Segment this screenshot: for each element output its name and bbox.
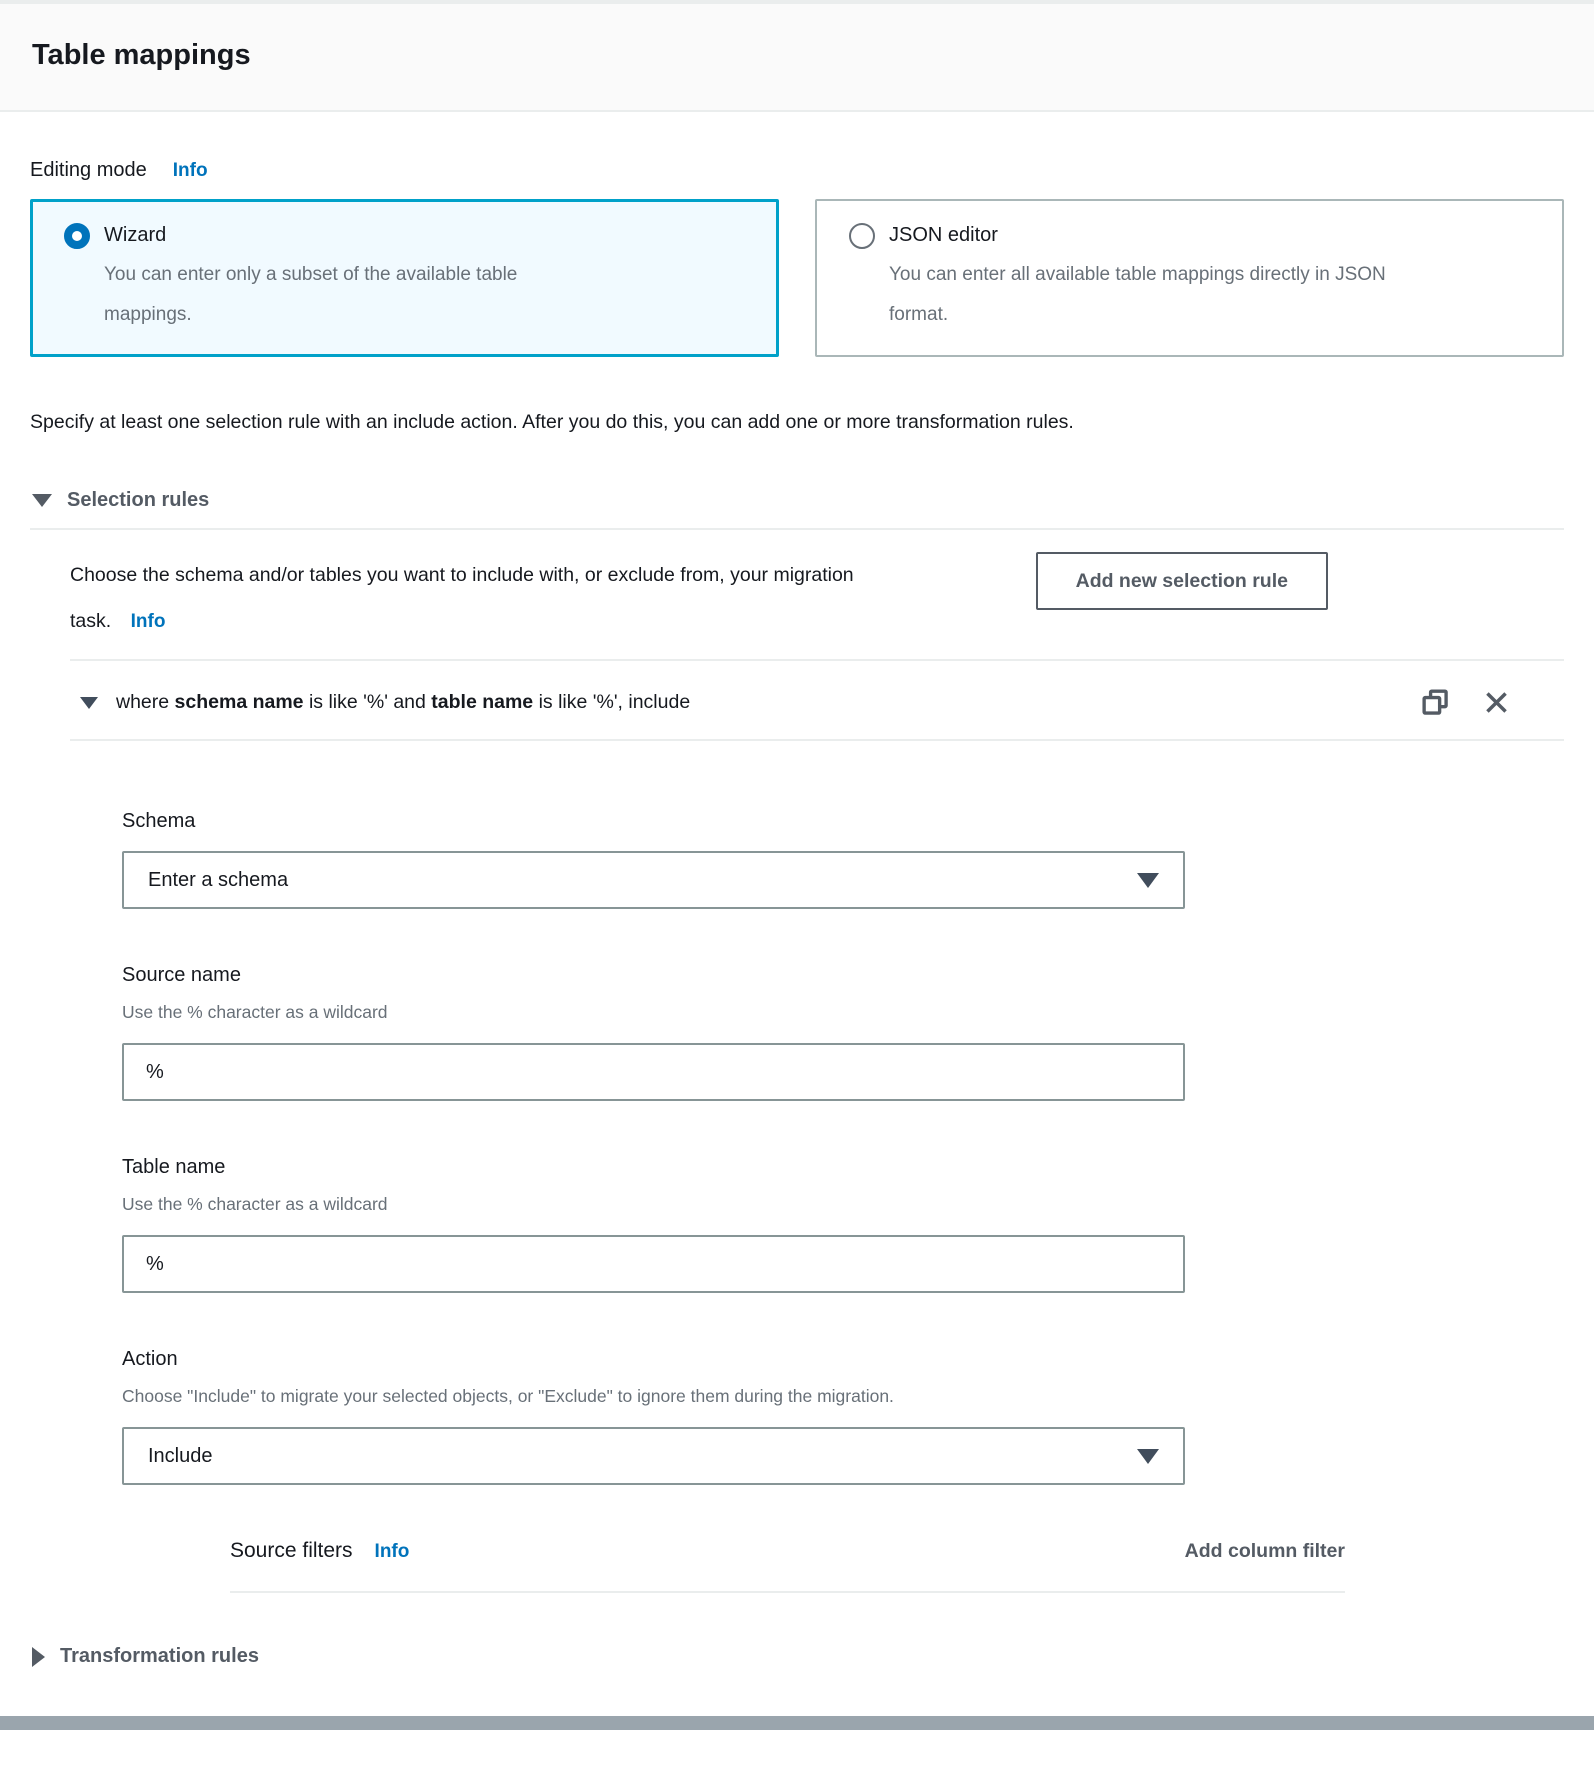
json-editor-option-description: You can enter all available table mappings directly in JSON format.	[889, 264, 1386, 325]
wizard-option-card[interactable]	[30, 199, 779, 357]
selection-rules-body	[70, 552, 1564, 1593]
source-filters-title: Source filters	[230, 1539, 353, 1562]
caret-down-icon	[80, 697, 98, 709]
rule-summary-table-field: table name	[431, 690, 534, 713]
bottom-panel-edge	[0, 1716, 1594, 1730]
action-select[interactable]	[122, 1427, 1185, 1485]
editing-mode-info-link[interactable]: Info	[172, 160, 208, 181]
selection-rules-title: Selection rules	[67, 489, 210, 511]
selection-rules-toolbar	[70, 552, 1564, 645]
action-hint: Choose "Include" to migrate your selected objects, or "Exclude" to ignore them during the migration.	[122, 1386, 894, 1406]
source-name-field-group	[122, 961, 1564, 1101]
json-editor-option-label: JSON editor	[889, 224, 998, 246]
rule-summary-middle: is like '%' and	[303, 690, 432, 713]
divider	[70, 659, 1564, 661]
rule-summary-schema-field: schema name	[174, 690, 304, 713]
editing-mode-row	[30, 156, 1564, 185]
schema-select[interactable]	[122, 851, 1185, 909]
selection-rule-summary[interactable]	[80, 691, 690, 714]
selection-rule-row	[70, 681, 1564, 723]
page-title: Table mappings	[32, 39, 251, 71]
divider	[230, 1591, 1345, 1593]
caret-right-icon	[32, 1647, 45, 1667]
source-filters-row	[230, 1539, 1345, 1563]
selection-rules-description-text: Choose the schema and/or tables you want to include with, or exclude from, your migration task.	[70, 564, 854, 632]
selection-rules-description	[70, 552, 870, 645]
source-name-label: Source name	[122, 964, 241, 986]
transformation-rules-title: Transformation rules	[60, 1645, 259, 1667]
rule-summary-prefix: where	[116, 690, 175, 713]
transformation-rules-header[interactable]	[30, 1645, 1564, 1668]
wizard-option-description: You can enter only a subset of the available table mappings.	[104, 264, 518, 325]
wizard-option-texts	[104, 221, 604, 335]
selection-rules-header[interactable]	[30, 489, 1564, 512]
action-field-group	[122, 1345, 1564, 1485]
selection-rule-form	[122, 807, 1564, 1593]
divider	[70, 739, 1564, 741]
table-name-input[interactable]	[122, 1235, 1185, 1293]
remove-rule-button[interactable]	[1481, 687, 1512, 718]
rule-summary-text	[116, 691, 690, 714]
source-name-hint: Use the % character as a wildcard	[122, 1002, 388, 1022]
add-column-filter-button[interactable]: Add column filter	[1184, 1540, 1345, 1562]
rule-actions	[1420, 687, 1512, 718]
caret-down-icon	[32, 494, 52, 507]
editing-mode-label: Editing mode	[30, 159, 147, 181]
editing-mode-options	[30, 199, 1564, 357]
radio-unselected-icon[interactable]	[849, 223, 875, 249]
radio-selected-icon[interactable]	[64, 223, 90, 249]
selection-rules-info-link[interactable]: Info	[130, 611, 166, 632]
add-selection-rule-button[interactable]: Add new selection rule	[1036, 552, 1328, 610]
panel-header	[0, 4, 1594, 112]
json-editor-option-card[interactable]	[815, 199, 1564, 357]
json-editor-option-texts	[889, 221, 1434, 335]
source-filters-info-link[interactable]: Info	[374, 1541, 410, 1562]
source-filters-heading	[230, 1539, 409, 1563]
table-name-field-group	[122, 1153, 1564, 1293]
schema-label: Schema	[122, 810, 196, 832]
source-name-input[interactable]	[122, 1043, 1185, 1101]
table-name-hint: Use the % character as a wildcard	[122, 1194, 388, 1214]
chevron-down-icon	[1137, 873, 1159, 888]
duplicate-rule-button[interactable]	[1420, 687, 1451, 718]
copy-icon	[1420, 687, 1451, 718]
divider	[30, 528, 1564, 530]
chevron-down-icon	[1137, 1449, 1159, 1464]
schema-field-group	[122, 807, 1564, 909]
action-select-value: Include	[148, 1444, 213, 1467]
table-mappings-panel	[0, 156, 1594, 1668]
intro-text: Specify at least one selection rule with an include action. After you do this, you can add one or more transformation rules.	[30, 411, 1074, 433]
source-filters-section	[230, 1539, 1345, 1593]
rule-summary-suffix: is like '%', include	[533, 690, 691, 713]
table-name-label: Table name	[122, 1156, 226, 1178]
close-icon	[1481, 687, 1512, 718]
wizard-option-label: Wizard	[104, 224, 167, 246]
schema-select-value: Enter a schema	[148, 868, 289, 891]
action-label: Action	[122, 1348, 178, 1370]
